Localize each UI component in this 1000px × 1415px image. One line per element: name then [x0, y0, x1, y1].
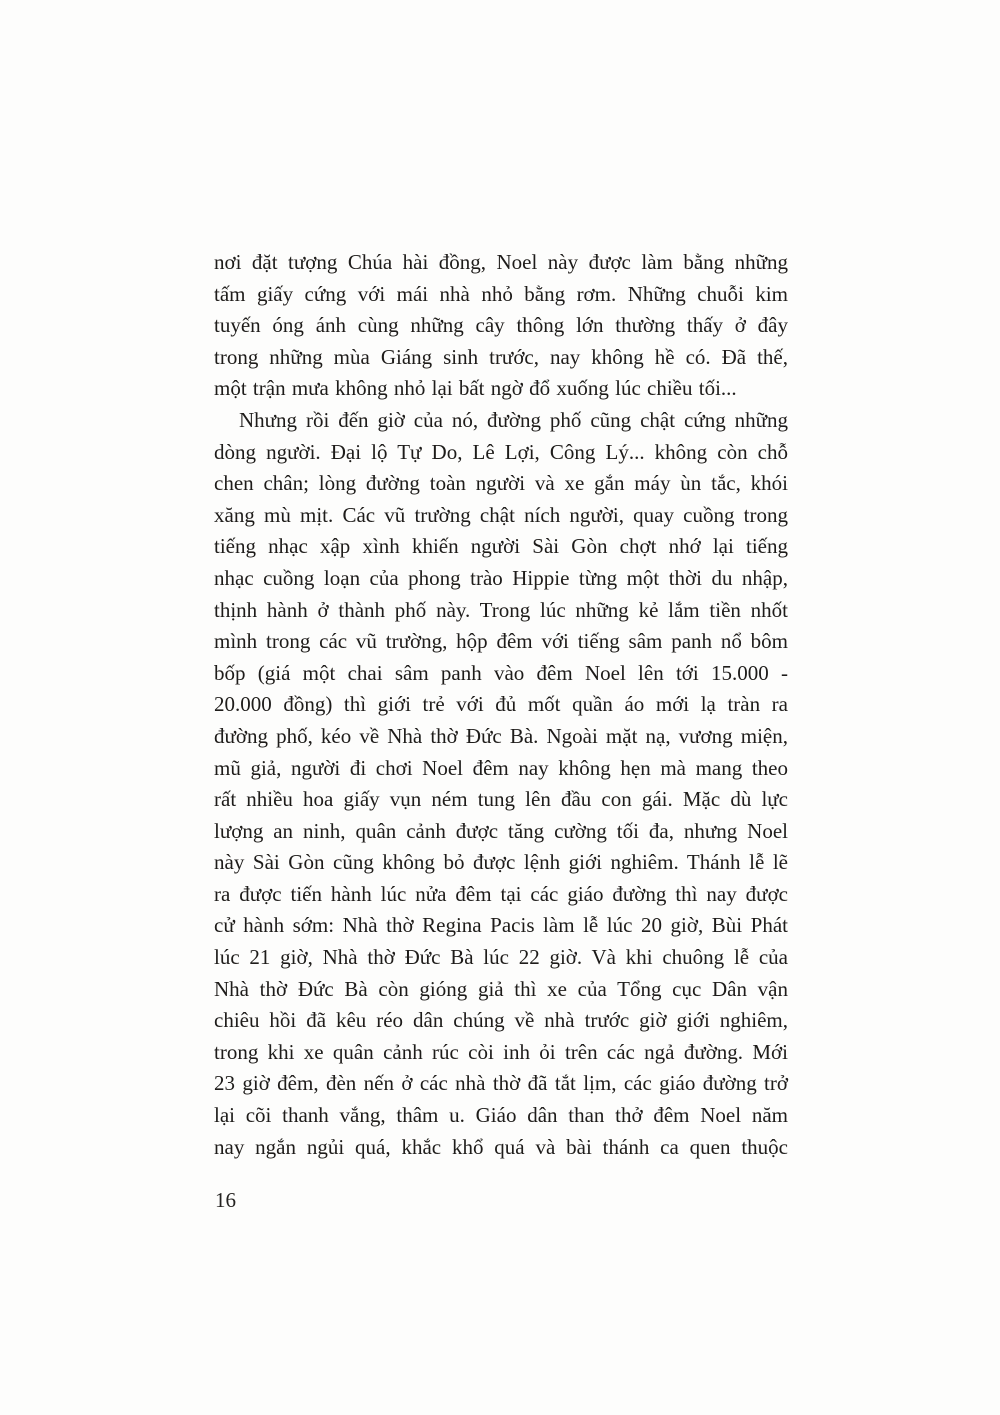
text-line: nay ngắn ngủi quá, khắc khổ quá và bài thánh ca quen thuộc	[214, 1134, 788, 1159]
text-line: Nhưng rồi đến giờ của nó, đường phố cũng chật cứng những	[239, 407, 788, 432]
text-line: Nhà thờ Đức Bà còn gióng giả thì xe của Tổng cục Dân vận	[214, 976, 788, 1001]
text-line: trong khi xe quân cảnh rúc còi inh ỏi trên các ngả đường. Mới	[214, 1039, 788, 1064]
text-line: xăng mù mịt. Các vũ trường chật ních người, quay cuồng trong	[214, 502, 788, 527]
text-line: tấm giấy cứng với mái nhà nhỏ bằng rơm. Những chuỗi kim	[214, 281, 788, 306]
text-line: này Sài Gòn cũng không bỏ được lệnh giới nghiêm. Thánh lễ lẽ	[214, 850, 788, 875]
text-line: lượng an ninh, quân cảnh được tăng cường tối đa, nhưng Noel	[214, 818, 788, 843]
text-line: ra được tiến hành lúc nửa đêm tại các giáo đường thì nay được	[214, 881, 788, 906]
text-line: nhạc cuồng loạn của phong trào Hippie từng một thời du nhập,	[214, 565, 788, 590]
text-line: lại cõi thanh vắng, thâm u. Giáo dân than thở đêm Noel năm	[214, 1103, 788, 1128]
text-line: chen chân; lòng đường toàn người và xe gắn máy ùn tắc, khói	[214, 471, 788, 496]
text-line: tiếng nhạc xập xình khiến người Sài Gòn chợt nhớ lại tiếng	[214, 534, 788, 559]
text-line: bốp (giá một chai sâm panh vào đêm Noel lên tới 15.000 -	[214, 660, 788, 685]
paragraph	[214, 247, 788, 405]
body-text	[214, 247, 788, 1163]
text-line: thịnh hành ở thành phố này. Trong lúc những kẻ lắm tiền nhốt	[214, 597, 788, 622]
text-line: 23 giờ đêm, đèn nến ở các nhà thờ đã tắt lịm, các giáo đường trở	[214, 1071, 788, 1096]
text-line: một trận mưa không nhỏ lại bất ngờ đổ xuống lúc chiều tối...	[214, 376, 737, 401]
text-line: nơi đặt tượng Chúa hài đồng, Noel này được làm bằng những	[214, 250, 788, 274]
text-line: chiêu hồi đã kêu réo dân chúng về nhà trước giờ giới nghiêm,	[214, 1008, 788, 1033]
text-line: 20.000 đồng) thì giới trẻ với đủ mốt quần áo mới lạ tràn ra	[214, 692, 788, 717]
text-line: đường phố, kéo về Nhà thờ Đức Bà. Ngoài mặt nạ, vương miện,	[214, 723, 788, 748]
text-line: mình trong các vũ trường, hộp đêm với tiếng sâm panh nổ bôm	[214, 629, 788, 654]
text-line: dòng người. Đại lộ Tự Do, Lê Lợi, Công Lý... không còn chỗ	[214, 439, 788, 464]
text-line: mũ giả, người đi chơi Noel đêm nay không hẹn mà mang theo	[214, 755, 788, 780]
page-number: 16	[215, 1188, 236, 1212]
text-line: cử hành sớm: Nhà thờ Regina Pacis làm lễ lúc 20 giờ, Bùi Phát	[214, 913, 788, 938]
paragraph	[214, 405, 788, 1163]
text-line: tuyến óng ánh cùng những cây thông lớn thường thấy ở đây	[214, 313, 788, 338]
text-line: lúc 21 giờ, Nhà thờ Đức Bà lúc 22 giờ. Và khi chuông lễ của	[214, 945, 788, 970]
text-line: rất nhiều hoa giấy vụn ném tung lên đầu con gái. Mặc dù lực	[214, 787, 788, 812]
text-line: trong những mùa Giáng sinh trước, nay không hề có. Đã thế,	[214, 344, 788, 369]
